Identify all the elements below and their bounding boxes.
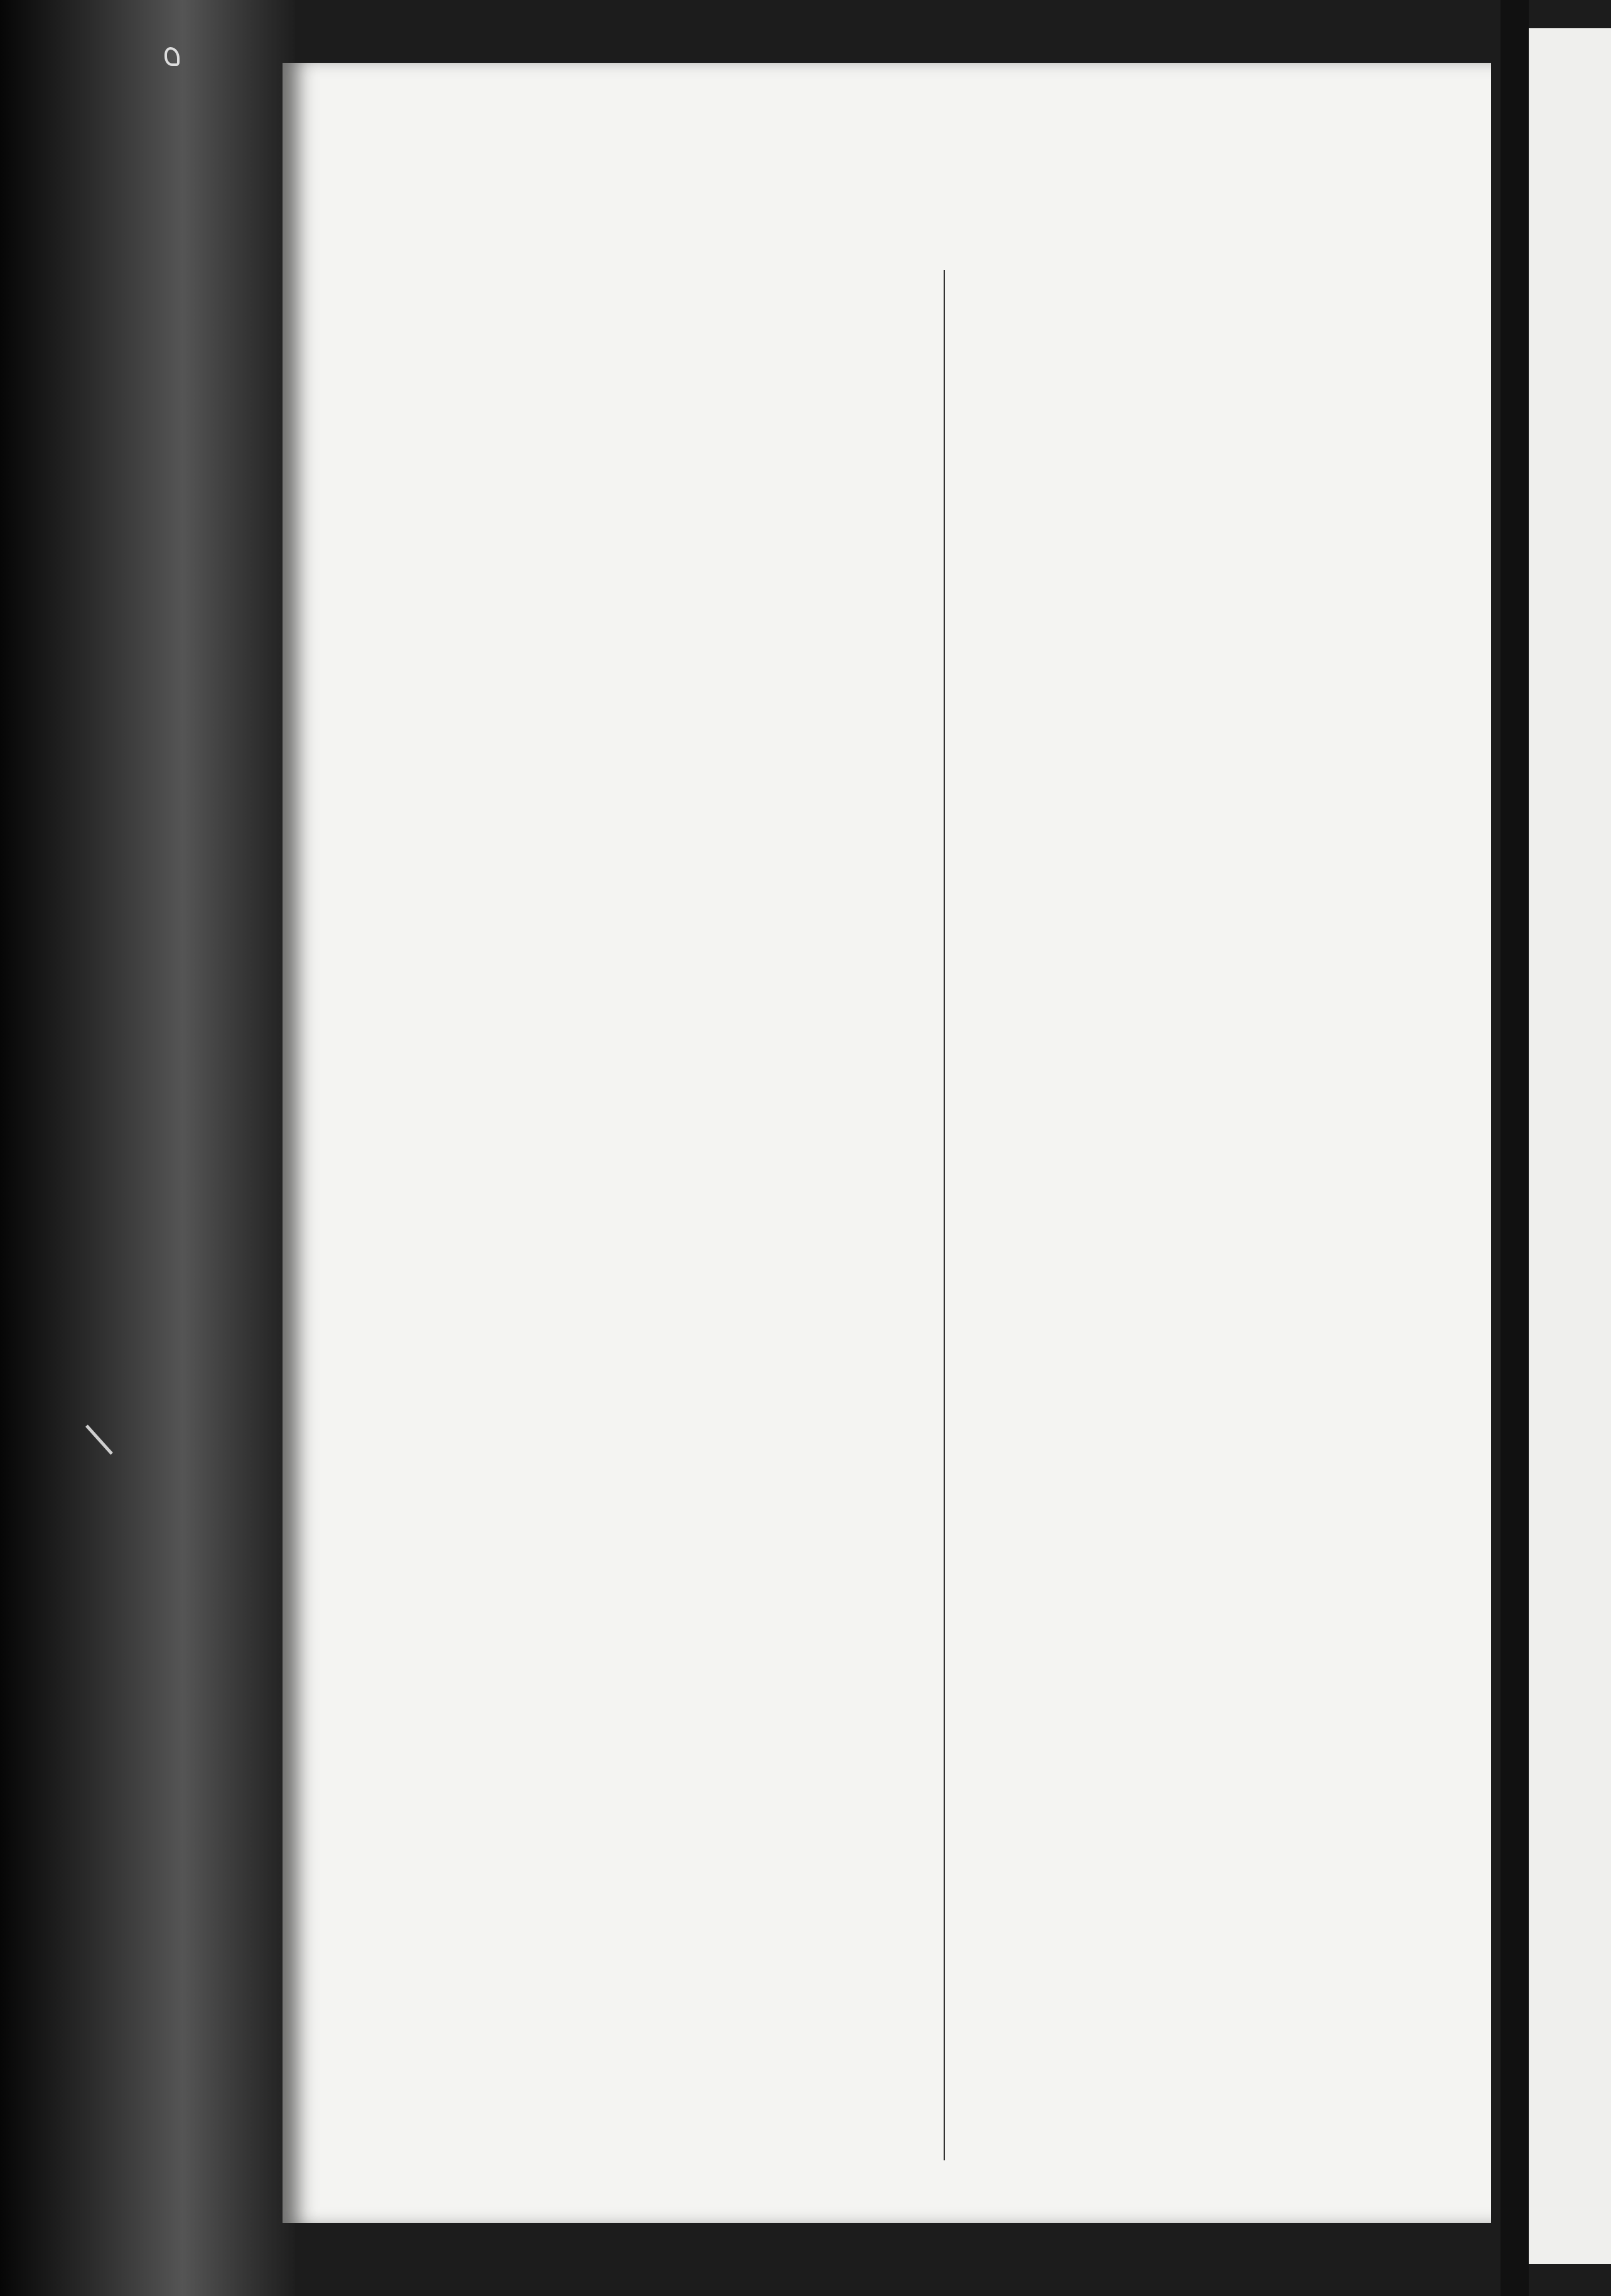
- page-gutter: [1501, 0, 1529, 2296]
- column-rule: [944, 270, 945, 2160]
- book-page: [283, 63, 1491, 2223]
- adjacent-page-edge: [1529, 28, 1611, 2264]
- book-spine-shadow: [0, 0, 295, 2296]
